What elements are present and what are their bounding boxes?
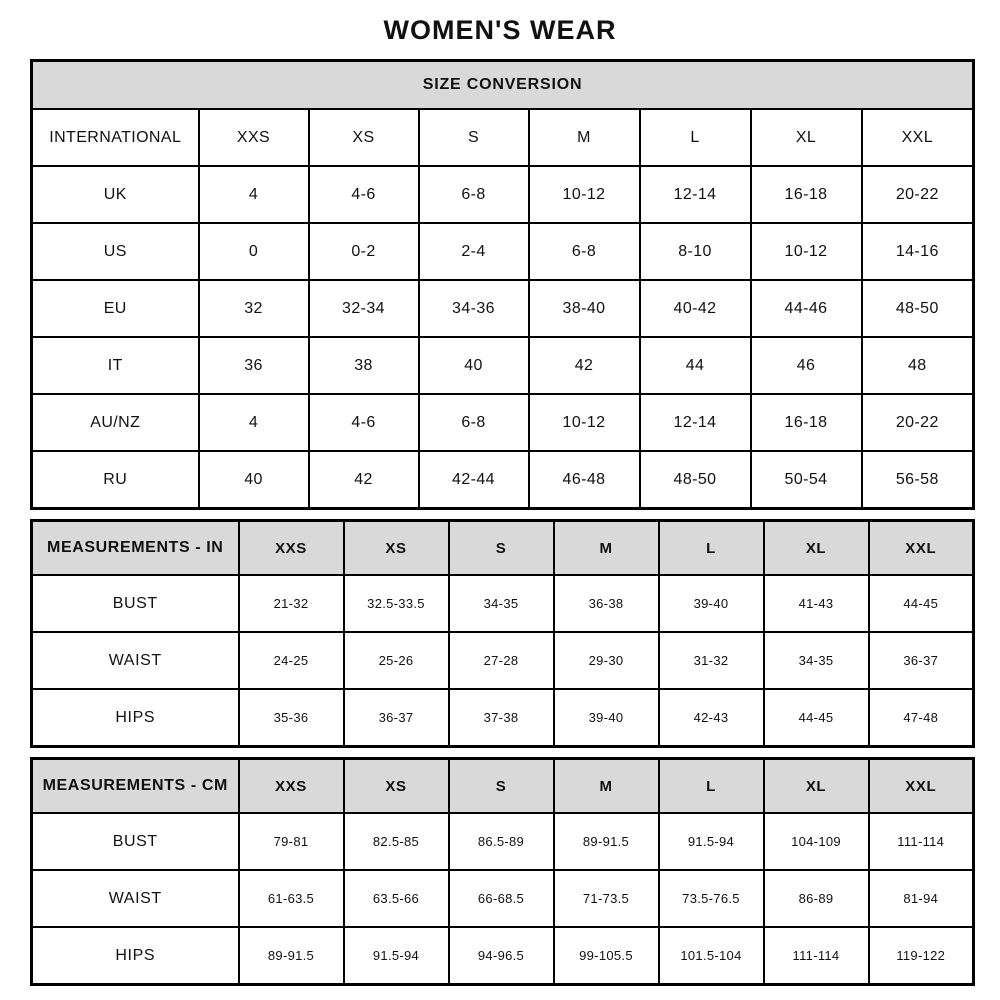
table-row xyxy=(32,166,974,223)
size-value: 32-34 xyxy=(309,280,419,337)
column-header: L xyxy=(659,759,764,814)
size-value: 2-4 xyxy=(419,223,529,280)
measurement-value: 29-30 xyxy=(554,632,659,689)
size-value: 42 xyxy=(309,451,419,509)
measurement-value: 94-96.5 xyxy=(449,927,554,985)
column-header: INTERNATIONAL xyxy=(32,109,199,166)
column-header: XXL xyxy=(869,759,974,814)
column-header-row xyxy=(32,759,974,814)
measurement-value: 86.5-89 xyxy=(449,813,554,870)
measurement-value: 37-38 xyxy=(449,689,554,747)
row-label: BUST xyxy=(32,575,239,632)
table-row xyxy=(32,689,974,747)
row-label: WAIST xyxy=(32,632,239,689)
size-value: 20-22 xyxy=(862,394,974,451)
size-value: 6-8 xyxy=(419,394,529,451)
measurement-value: 39-40 xyxy=(554,689,659,747)
size-value: 50-54 xyxy=(751,451,862,509)
table-row xyxy=(32,870,974,927)
column-header: XS xyxy=(344,759,449,814)
column-header: MEASUREMENTS - IN xyxy=(32,521,239,576)
column-header: S xyxy=(449,521,554,576)
size-value: 10-12 xyxy=(751,223,862,280)
column-header: XL xyxy=(764,759,869,814)
size-value: 16-18 xyxy=(751,166,862,223)
table-row xyxy=(32,575,974,632)
table-row xyxy=(32,927,974,985)
measurement-value: 111-114 xyxy=(764,927,869,985)
measurement-value: 36-37 xyxy=(344,689,449,747)
size-value: 48-50 xyxy=(640,451,751,509)
column-header: L xyxy=(659,521,764,576)
size-value: 42-44 xyxy=(419,451,529,509)
size-conversion-banner: SIZE CONVERSION xyxy=(32,61,974,110)
size-value: 6-8 xyxy=(419,166,529,223)
measurement-value: 101.5-104 xyxy=(659,927,764,985)
column-header: XXL xyxy=(869,521,974,576)
table-row xyxy=(32,223,974,280)
measurement-value: 24-25 xyxy=(239,632,344,689)
size-value: 20-22 xyxy=(862,166,974,223)
size-value: 44 xyxy=(640,337,751,394)
table-row xyxy=(32,813,974,870)
table-row xyxy=(32,280,974,337)
size-value: 6-8 xyxy=(529,223,640,280)
size-value: 46-48 xyxy=(529,451,640,509)
size-value: 38-40 xyxy=(529,280,640,337)
measurement-value: 89-91.5 xyxy=(239,927,344,985)
measurement-value: 79-81 xyxy=(239,813,344,870)
size-value: 4 xyxy=(199,394,309,451)
row-label: BUST xyxy=(32,813,239,870)
size-value: 4 xyxy=(199,166,309,223)
measurement-value: 91.5-94 xyxy=(659,813,764,870)
measurement-value: 44-45 xyxy=(764,689,869,747)
measurement-value: 36-37 xyxy=(869,632,974,689)
row-label: RU xyxy=(32,451,199,509)
size-value: 46 xyxy=(751,337,862,394)
size-value: 4-6 xyxy=(309,394,419,451)
measurement-value: 34-35 xyxy=(449,575,554,632)
column-header: M xyxy=(529,109,640,166)
column-header: M xyxy=(554,521,659,576)
size-value: 40 xyxy=(199,451,309,509)
measurement-value: 27-28 xyxy=(449,632,554,689)
size-value: 42 xyxy=(529,337,640,394)
size-value: 48-50 xyxy=(862,280,974,337)
measurement-value: 89-91.5 xyxy=(554,813,659,870)
measurement-value: 66-68.5 xyxy=(449,870,554,927)
row-label: IT xyxy=(32,337,199,394)
size-value: 0 xyxy=(199,223,309,280)
size-value: 4-6 xyxy=(309,166,419,223)
measurement-value: 119-122 xyxy=(869,927,974,985)
size-value: 36 xyxy=(199,337,309,394)
column-header: XL xyxy=(764,521,869,576)
measurement-value: 82.5-85 xyxy=(344,813,449,870)
size-value: 10-12 xyxy=(529,394,640,451)
measurement-value: 34-35 xyxy=(764,632,869,689)
measurement-value: 111-114 xyxy=(869,813,974,870)
size-value: 44-46 xyxy=(751,280,862,337)
measurement-value: 81-94 xyxy=(869,870,974,927)
measurement-value: 36-38 xyxy=(554,575,659,632)
measurement-value: 41-43 xyxy=(764,575,869,632)
column-header-row xyxy=(32,521,974,576)
size-value: 14-16 xyxy=(862,223,974,280)
column-header: XXS xyxy=(239,759,344,814)
size-value: 56-58 xyxy=(862,451,974,509)
measurements-cm-table xyxy=(30,757,975,986)
measurement-value: 86-89 xyxy=(764,870,869,927)
size-value: 40-42 xyxy=(640,280,751,337)
size-value: 40 xyxy=(419,337,529,394)
row-label: WAIST xyxy=(32,870,239,927)
page-title: WOMEN'S WEAR xyxy=(383,15,617,45)
size-value: 48 xyxy=(862,337,974,394)
table-row xyxy=(32,394,974,451)
column-header: XXS xyxy=(199,109,309,166)
measurement-value: 35-36 xyxy=(239,689,344,747)
measurement-value: 42-43 xyxy=(659,689,764,747)
measurement-value: 21-32 xyxy=(239,575,344,632)
size-conversion-table xyxy=(30,59,975,510)
measurement-value: 47-48 xyxy=(869,689,974,747)
measurement-value: 31-32 xyxy=(659,632,764,689)
measurement-value: 99-105.5 xyxy=(554,927,659,985)
table-row xyxy=(32,451,974,509)
measurement-value: 25-26 xyxy=(344,632,449,689)
measurement-value: 73.5-76.5 xyxy=(659,870,764,927)
table-row xyxy=(32,337,974,394)
measurement-value: 63.5-66 xyxy=(344,870,449,927)
column-header: XXS xyxy=(239,521,344,576)
column-header: XXL xyxy=(862,109,974,166)
measurement-value: 91.5-94 xyxy=(344,927,449,985)
column-header: S xyxy=(419,109,529,166)
row-label: HIPS xyxy=(32,689,239,747)
row-label: HIPS xyxy=(32,927,239,985)
size-value: 32 xyxy=(199,280,309,337)
column-header: S xyxy=(449,759,554,814)
size-value: 0-2 xyxy=(309,223,419,280)
table-row xyxy=(32,632,974,689)
size-value: 16-18 xyxy=(751,394,862,451)
measurement-value: 61-63.5 xyxy=(239,870,344,927)
measurement-value: 104-109 xyxy=(764,813,869,870)
measurements-in-table xyxy=(30,519,975,748)
size-value: 34-36 xyxy=(419,280,529,337)
row-label: UK xyxy=(32,166,199,223)
measurement-value: 32.5-33.5 xyxy=(344,575,449,632)
column-header: M xyxy=(554,759,659,814)
measurement-value: 39-40 xyxy=(659,575,764,632)
column-header: L xyxy=(640,109,751,166)
measurement-value: 71-73.5 xyxy=(554,870,659,927)
column-header: XS xyxy=(309,109,419,166)
row-label: EU xyxy=(32,280,199,337)
column-header-row xyxy=(32,109,974,166)
size-value: 12-14 xyxy=(640,166,751,223)
column-header: MEASUREMENTS - CM xyxy=(32,759,239,814)
row-label: US xyxy=(32,223,199,280)
size-value: 38 xyxy=(309,337,419,394)
size-value: 8-10 xyxy=(640,223,751,280)
row-label: AU/NZ xyxy=(32,394,199,451)
size-value: 12-14 xyxy=(640,394,751,451)
column-header: XL xyxy=(751,109,862,166)
column-header: XS xyxy=(344,521,449,576)
size-value: 10-12 xyxy=(529,166,640,223)
measurement-value: 44-45 xyxy=(869,575,974,632)
